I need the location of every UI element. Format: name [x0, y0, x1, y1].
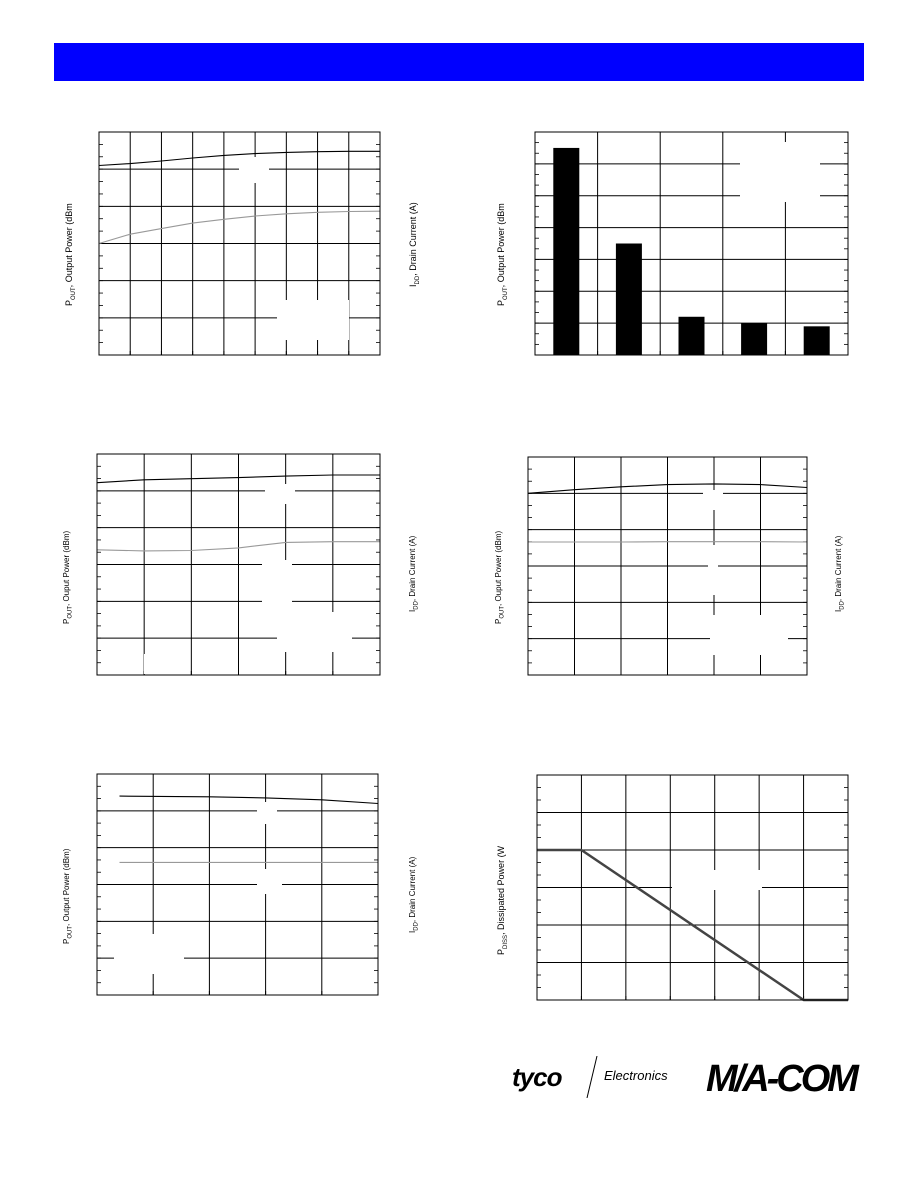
bar-2 [616, 244, 642, 356]
chart-2-plot [535, 132, 848, 355]
chart-6-plot [537, 775, 848, 1000]
label-mask [740, 142, 820, 202]
label-mask [257, 869, 282, 894]
chart-3-ylabel-right: $I_{DD}$, Drain Current (A) [408, 535, 420, 612]
chart-1-plot [99, 132, 380, 355]
series-line-2 [99, 211, 380, 243]
label-mask [257, 802, 277, 824]
chart-4-ylabel-left: $P_{OUT}$, Ouput Power (dBm) [494, 530, 506, 624]
macom-logo: M/A-COM [706, 1058, 856, 1100]
chart-4-plot [528, 457, 807, 675]
chart-3-plot [97, 454, 380, 675]
label-mask [672, 870, 762, 890]
chart-1 [99, 132, 380, 355]
logo-divider-slash [585, 1056, 599, 1098]
chart-6 [537, 775, 848, 1000]
chart-2-ylabel-left: $P_{OUT}$, Output Power (dBm [496, 203, 509, 306]
label-mask [575, 653, 577, 673]
chart-2 [535, 132, 848, 355]
chart-6-ylabel-left: $P_{DISS}$, Dissipated Power (W [496, 845, 509, 955]
bar-1 [553, 148, 579, 355]
chart-4-ylabel-right: $I_{DD}$, Drain Current (A) [834, 535, 846, 612]
label-mask [703, 490, 723, 510]
chart-1-ylabel-right: $I_{DD}$, Drain Current (A) [408, 202, 421, 287]
chart-5-ylabel-left: $P_{OUT}$, Output Power (dBm) [62, 848, 74, 944]
bar-3 [679, 317, 705, 355]
label-mask [144, 654, 146, 674]
label-mask [265, 484, 295, 504]
chart-4 [528, 457, 807, 675]
label-mask [277, 300, 349, 340]
bar-5 [804, 326, 830, 355]
label-mask [710, 615, 788, 655]
chart-5-plot [97, 774, 378, 995]
label-mask [262, 560, 292, 620]
chart-3 [97, 454, 380, 675]
chart-5 [97, 774, 378, 995]
label-mask [277, 612, 352, 652]
electronics-logo: Electronics [604, 1068, 668, 1083]
label-mask [114, 934, 184, 974]
header-bar [54, 43, 864, 81]
chart-3-ylabel-left: $P_{OUT}$, Ouput Power (dBm) [62, 530, 74, 624]
chart-5-ylabel-right: $I_{DD}$, Drain Current (A) [408, 856, 420, 933]
bar-4 [741, 323, 767, 355]
series-line-1 [120, 796, 379, 803]
label-mask [708, 545, 718, 595]
tyco-logo: tyco [512, 1062, 562, 1092]
label-mask [239, 157, 269, 183]
chart-1-ylabel-left: $P_{OUT}$, Output Power (dBm [64, 203, 77, 306]
